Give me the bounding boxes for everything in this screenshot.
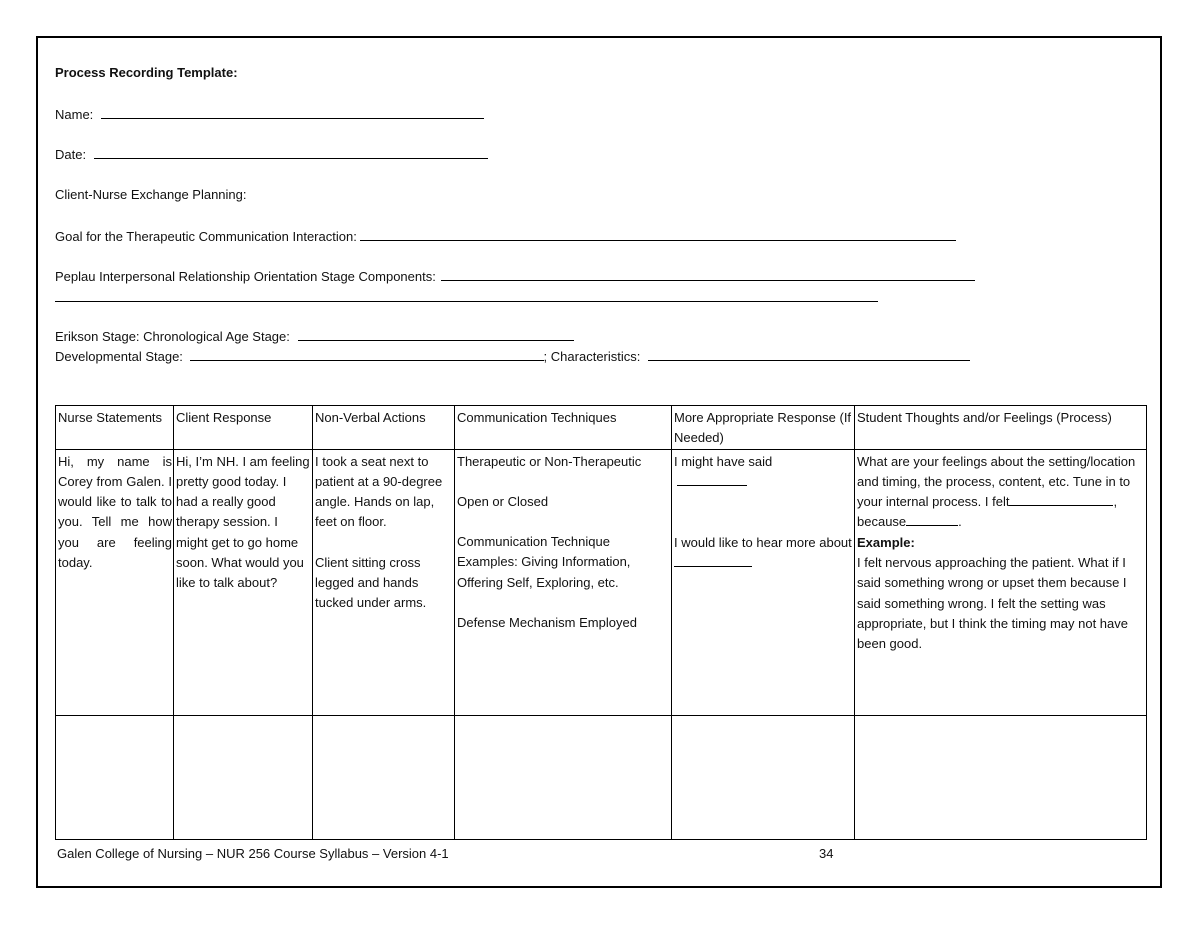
- form-title: Process Recording Template:: [55, 65, 238, 80]
- client-response-text: Hi, I’m NH. I am feeling pretty good today. I had a really good therapy session. I might get to go home soon. What would you like to talk about?: [176, 453, 310, 591]
- footer-text: Galen College of Nursing – NUR 256 Course Syllabus – Version 4-1: [57, 846, 449, 861]
- header-more-appropriate-response: More Appropriate Response (If Needed): [672, 406, 855, 450]
- empty-cell-non-verbal[interactable]: [313, 715, 455, 839]
- peplau-blank[interactable]: [441, 267, 975, 281]
- peplau-continuation-line: [55, 301, 878, 302]
- peplau-label: Peplau Interpersonal Relationship Orientation Stage Components:: [55, 269, 436, 284]
- because-blank[interactable]: [906, 513, 958, 526]
- thoughts-paragraph-2: [857, 512, 1145, 532]
- thoughts-text-1-end: ,: [1113, 494, 1118, 510]
- goal-blank[interactable]: [360, 227, 956, 241]
- cell-client-response: [174, 449, 313, 715]
- developmental-field-row: [55, 347, 970, 366]
- better-response-text-1: I might have said: [674, 453, 773, 469]
- non-verbal-text-1: I took a seat next to patient at a 90-degree angle. Hands on lap, feet on floor.: [315, 453, 443, 530]
- cell-better-response: [672, 449, 855, 715]
- header-nurse-statements: Nurse Statements: [56, 406, 174, 450]
- exchange-planning-label: Client-Nurse Exchange Planning:: [55, 187, 247, 202]
- developmental-label: Developmental Stage:: [55, 349, 183, 364]
- example-label: Example:: [857, 534, 915, 550]
- header-student-thoughts: Student Thoughts and/or Feelings (Process): [855, 406, 1147, 450]
- date-label: Date:: [55, 147, 87, 162]
- table-row-empty: [56, 715, 1147, 839]
- cell-non-verbal: [313, 449, 455, 715]
- developmental-blank[interactable]: [190, 347, 544, 361]
- erikson-label: Erikson Stage: Chronological Age Stage:: [55, 329, 290, 344]
- better-response-text-2: I would like to hear more about: [674, 535, 852, 551]
- characteristics-label: Characteristics:: [550, 349, 641, 364]
- page-number: 34: [819, 846, 834, 861]
- name-field-row: [55, 105, 484, 124]
- thoughts-text-2: because: [857, 514, 907, 530]
- name-label: Name:: [55, 107, 94, 122]
- example-text: I felt nervous approaching the patient. What if I said something wrong or upset them because I said something wrong. I felt the setting was appropriate, but I think the timing may not have been good.: [857, 555, 1128, 652]
- empty-cell-techniques[interactable]: [455, 715, 672, 839]
- characteristics-separator: ;: [543, 349, 548, 364]
- cell-nurse-statement: [56, 449, 174, 715]
- felt-blank[interactable]: [1009, 493, 1113, 506]
- erikson-field-row: [55, 327, 574, 346]
- table-header-row: [56, 406, 1147, 450]
- thoughts-paragraph-1: [857, 452, 1145, 513]
- process-recording-table: [55, 405, 1147, 840]
- date-blank[interactable]: [94, 145, 488, 159]
- cell-thoughts: [855, 449, 1147, 715]
- header-client-response: Client Response: [174, 406, 313, 450]
- empty-cell-nurse[interactable]: [56, 715, 174, 839]
- thoughts-text-2-end: .: [958, 514, 962, 530]
- technique-text-1: Therapeutic or Non-Therapeutic: [457, 453, 642, 469]
- header-communication-techniques: Communication Techniques: [455, 406, 672, 450]
- nurse-statement-text: Hi, my name is Corey from Galen. I would like to talk to you. Tell me how you are feeling today.: [58, 453, 172, 571]
- technique-text-3: Communication Technique Examples: Giving Information, Offering Self, Exploring, etc.: [457, 534, 631, 590]
- goal-label: Goal for the Therapeutic Communication Interaction:: [55, 229, 357, 244]
- date-field-row: [55, 145, 488, 164]
- goal-field-row: [55, 227, 956, 246]
- technique-text-2: Open or Closed: [457, 493, 549, 509]
- header-non-verbal-actions: Non-Verbal Actions: [313, 406, 455, 450]
- chronological-age-blank[interactable]: [298, 327, 574, 341]
- technique-text-4: Defense Mechanism Employed: [457, 615, 637, 631]
- non-verbal-text-2: Client sitting cross legged and hands tucked under arms.: [315, 554, 427, 611]
- empty-cell-client[interactable]: [174, 715, 313, 839]
- empty-cell-thoughts[interactable]: [855, 715, 1147, 839]
- table-row: [56, 449, 1147, 715]
- name-blank[interactable]: [101, 105, 484, 119]
- peplau-field-row: [55, 267, 975, 286]
- empty-cell-better-response[interactable]: [672, 715, 855, 839]
- cell-techniques: [455, 449, 672, 715]
- thoughts-text-1: What are your feelings about the setting/location and timing, the process, content, etc. Tune in to your internal process. I felt: [857, 453, 1136, 510]
- characteristics-blank[interactable]: [648, 347, 970, 361]
- better-response-blank-1[interactable]: [677, 473, 747, 486]
- better-response-row-2: [674, 533, 853, 574]
- better-response-blank-2[interactable]: [674, 554, 752, 567]
